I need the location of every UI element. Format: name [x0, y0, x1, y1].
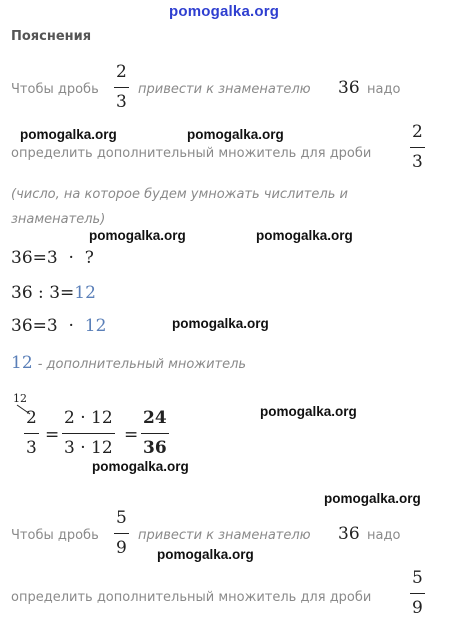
p4-fraction	[114, 510, 129, 557]
p5-fraction	[410, 570, 425, 617]
p5-fraction-bar	[410, 593, 425, 594]
watermark: pomogalka.org	[187, 127, 284, 142]
p3-line1: (число, на которое будем умножать числитель и	[11, 187, 348, 202]
p1-fraction-bar	[114, 87, 129, 88]
calc-f1-denominator: 3	[26, 438, 37, 458]
p2-fraction-numerator: 2	[412, 122, 423, 142]
p5-fraction-denominator: 9	[412, 598, 423, 618]
p3-line2: знаменатель)	[11, 212, 106, 227]
watermark: pomogalka.org	[157, 547, 254, 562]
p1-value: 36	[338, 78, 360, 98]
calc-superscript: 12	[13, 392, 27, 405]
calc-fraction-result	[141, 410, 169, 457]
watermark: pomogalka.org	[324, 491, 421, 506]
p4-after: надо	[367, 528, 401, 543]
p2-fraction-denominator: 3	[412, 152, 423, 172]
p4-fraction-denominator: 9	[116, 538, 127, 558]
p2-text: определить дополнительный множитель для дроби	[11, 146, 372, 161]
eq2-dividend: 36	[11, 283, 33, 303]
eq3-left: 36	[11, 316, 33, 336]
calc-f2-bar	[62, 433, 115, 434]
equation-3	[11, 316, 106, 336]
p5-text: определить дополнительный множитель для дроби	[11, 590, 372, 605]
p4-before: Чтобы дробь	[11, 528, 99, 543]
eq1-equals: =	[32, 248, 47, 268]
watermark: pomogalka.org	[92, 459, 189, 474]
eq2-equals: =	[60, 283, 75, 303]
factor-value: 12	[11, 353, 33, 373]
eq2-divisor: 3	[49, 283, 61, 303]
p1-before: Чтобы дробь	[11, 82, 99, 97]
calc-fraction-2	[62, 410, 115, 457]
p1-fraction	[114, 64, 129, 111]
calc-f3-numerator: 24	[143, 408, 167, 428]
eq3-multiplier: 12	[84, 316, 107, 336]
eq1-left: 36	[11, 248, 33, 268]
eq1-dot: ·	[68, 248, 74, 268]
calc-fraction-1	[24, 410, 39, 457]
p5-fraction-numerator: 5	[412, 568, 423, 588]
watermark: pomogalka.org	[256, 228, 353, 243]
calc-equals-1: =	[45, 425, 60, 445]
p1-fraction-denominator: 3	[116, 92, 127, 112]
section-title: Пояснения	[11, 29, 92, 44]
eq3-dot: ·	[68, 316, 74, 336]
calc-f3-bar	[141, 433, 169, 434]
factor-line	[11, 353, 246, 373]
equation-2	[11, 283, 96, 303]
p1-after: надо	[367, 82, 401, 97]
p2-fraction-bar	[410, 147, 425, 148]
watermark: pomogalka.org	[260, 404, 357, 419]
p1-fraction-numerator: 2	[116, 62, 127, 82]
p1-middle: привести к знаменателю	[138, 82, 311, 97]
eq3-factor: 3	[46, 316, 58, 336]
calc-f1-numerator: 2	[26, 408, 37, 428]
equation-1	[11, 248, 94, 268]
eq1-divisor: 3	[46, 248, 58, 268]
header-watermark: pomogalka.org	[169, 3, 280, 20]
factor-text: - дополнительный множитель	[37, 357, 247, 372]
calc-equals-2: =	[124, 425, 139, 445]
p2-fraction	[410, 124, 425, 171]
p4-middle: привести к знаменателю	[138, 528, 311, 543]
eq3-equals: =	[32, 316, 47, 336]
p4-fraction-bar	[114, 533, 129, 534]
watermark: pomogalka.org	[89, 228, 186, 243]
p4-fraction-numerator: 5	[116, 508, 127, 528]
calc-f2-denominator: 3 · 12	[64, 438, 113, 458]
calc-f3-denominator: 36	[143, 438, 167, 458]
eq2-colon: :	[38, 283, 44, 303]
eq1-unknown: ?	[84, 248, 94, 268]
p4-value: 36	[338, 524, 360, 544]
watermark: pomogalka.org	[20, 127, 117, 142]
eq2-result: 12	[74, 283, 96, 303]
watermark: pomogalka.org	[172, 316, 269, 331]
calc-f2-numerator: 2 · 12	[64, 408, 113, 428]
calc-f1-bar	[24, 433, 39, 434]
